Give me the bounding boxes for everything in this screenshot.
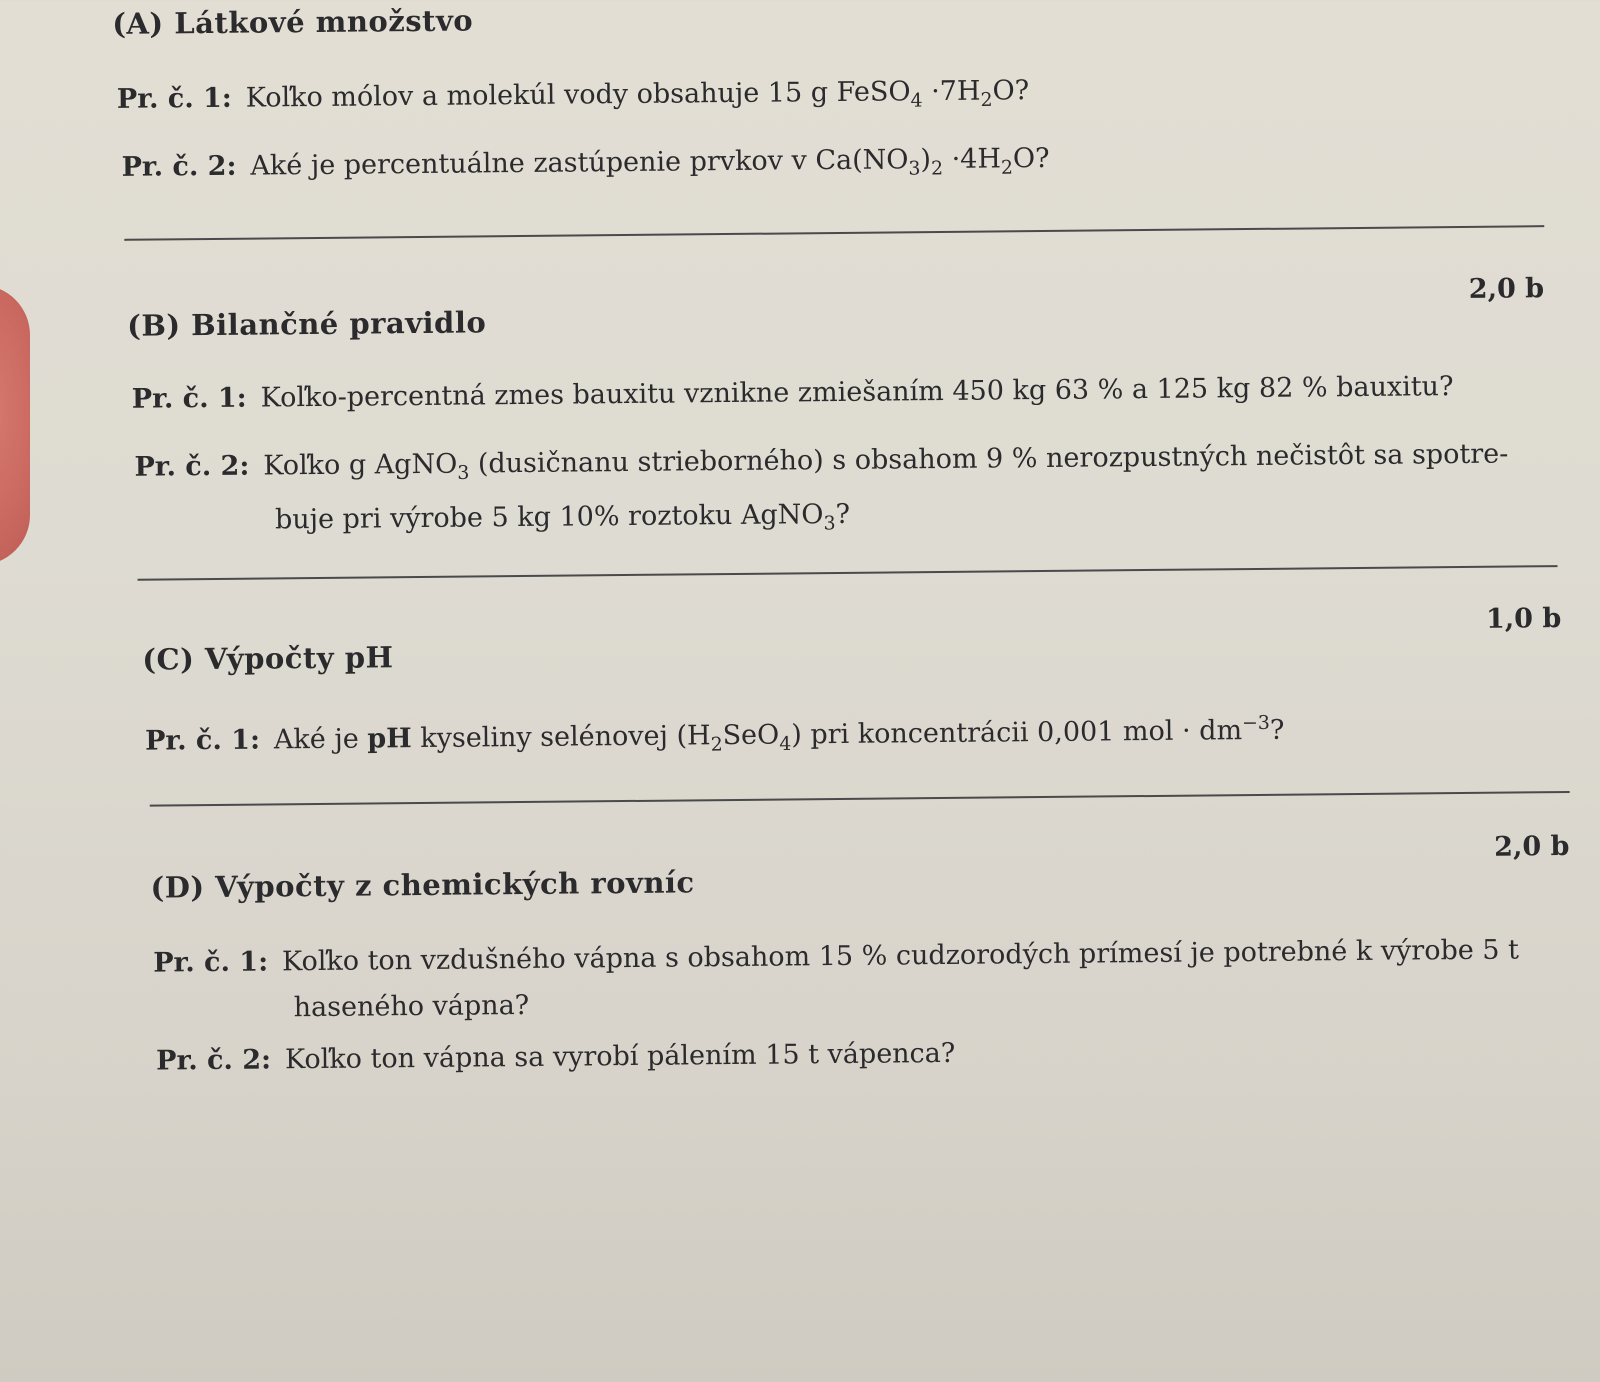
problem-label: Pr. č. 2: xyxy=(134,450,250,483)
problem-a2 xyxy=(121,136,1049,199)
problem-text: Koľko g AgNO$_3$ (dusičnanu strieborného) s obsahom 9 % nerozpustných nečistôt sa spotre- xyxy=(263,438,1509,485)
chemical-formula: $Ca(NO_3)_2 \cdot 4H_2O$? xyxy=(815,142,1050,180)
problem-d1 xyxy=(153,927,1520,1032)
problem-text: Aké je percentuálne zastúpenie prvkov v xyxy=(250,145,816,182)
section-a-title: (A) Látkové množstvo xyxy=(112,3,474,41)
section-divider xyxy=(138,565,1558,581)
problem-b1 xyxy=(132,364,1454,423)
points-label: 1,0 b xyxy=(1485,603,1562,635)
problem-label: Pr. č. 1: xyxy=(153,946,269,979)
problem-text: Koľko ton vápna sa vyrobí pálením 15 t vápenca? xyxy=(284,1037,956,1076)
chemical-formula: FeSO$_4$ $\cdot 7H_2O$? xyxy=(836,75,1030,112)
problem-text: Koľko-percentná zmes bauxitu vznikne zmiešaním 450 kg 63 % a 125 kg 82 % bauxitu? xyxy=(260,371,1454,414)
problem-b2 xyxy=(134,432,1509,554)
points-label: 2,0 b xyxy=(1468,273,1545,305)
points-label: 2,0 b xyxy=(1494,830,1570,863)
section-c-title: (C) Výpočty pH xyxy=(142,640,394,677)
problem-text-continuation: buje pri výrobe 5 kg 10% roztoku AgNO$_3$? xyxy=(274,499,851,536)
problem-label: Pr. č. 1: xyxy=(116,82,232,115)
problem-label: Pr. č. 2: xyxy=(121,150,237,183)
problem-text: Aké je pH kyseliny selénovej $(H_2SeO_4)$ pri koncentrácii 0,001 mol · $dm^{-3}$? xyxy=(273,711,1285,756)
problem-label: Pr. č. 1: xyxy=(144,724,261,757)
section-d-title: (D) Výpočty z chemických rovníc xyxy=(150,865,695,905)
problem-d2 xyxy=(156,1031,956,1085)
section-divider xyxy=(150,791,1570,807)
section-b-title: (B) Bilančné pravidlo xyxy=(126,305,487,343)
problem-a1 xyxy=(117,68,1030,131)
problem-text-continuation: haseného vápna? xyxy=(293,989,530,1024)
problem-label: Pr. č. 1: xyxy=(131,382,247,415)
section-divider xyxy=(124,225,1544,241)
problem-label: Pr. č. 2: xyxy=(156,1044,272,1077)
problem-text: Koľko mólov a molekúl vody obsahuje 15 g xyxy=(245,76,837,114)
problem-c1 xyxy=(145,700,1285,773)
problem-text: Koľko ton vzdušného vápna s obsahom 15 % cudzorodých prímesí je potrebné k výrobe 5 t xyxy=(281,934,1520,978)
